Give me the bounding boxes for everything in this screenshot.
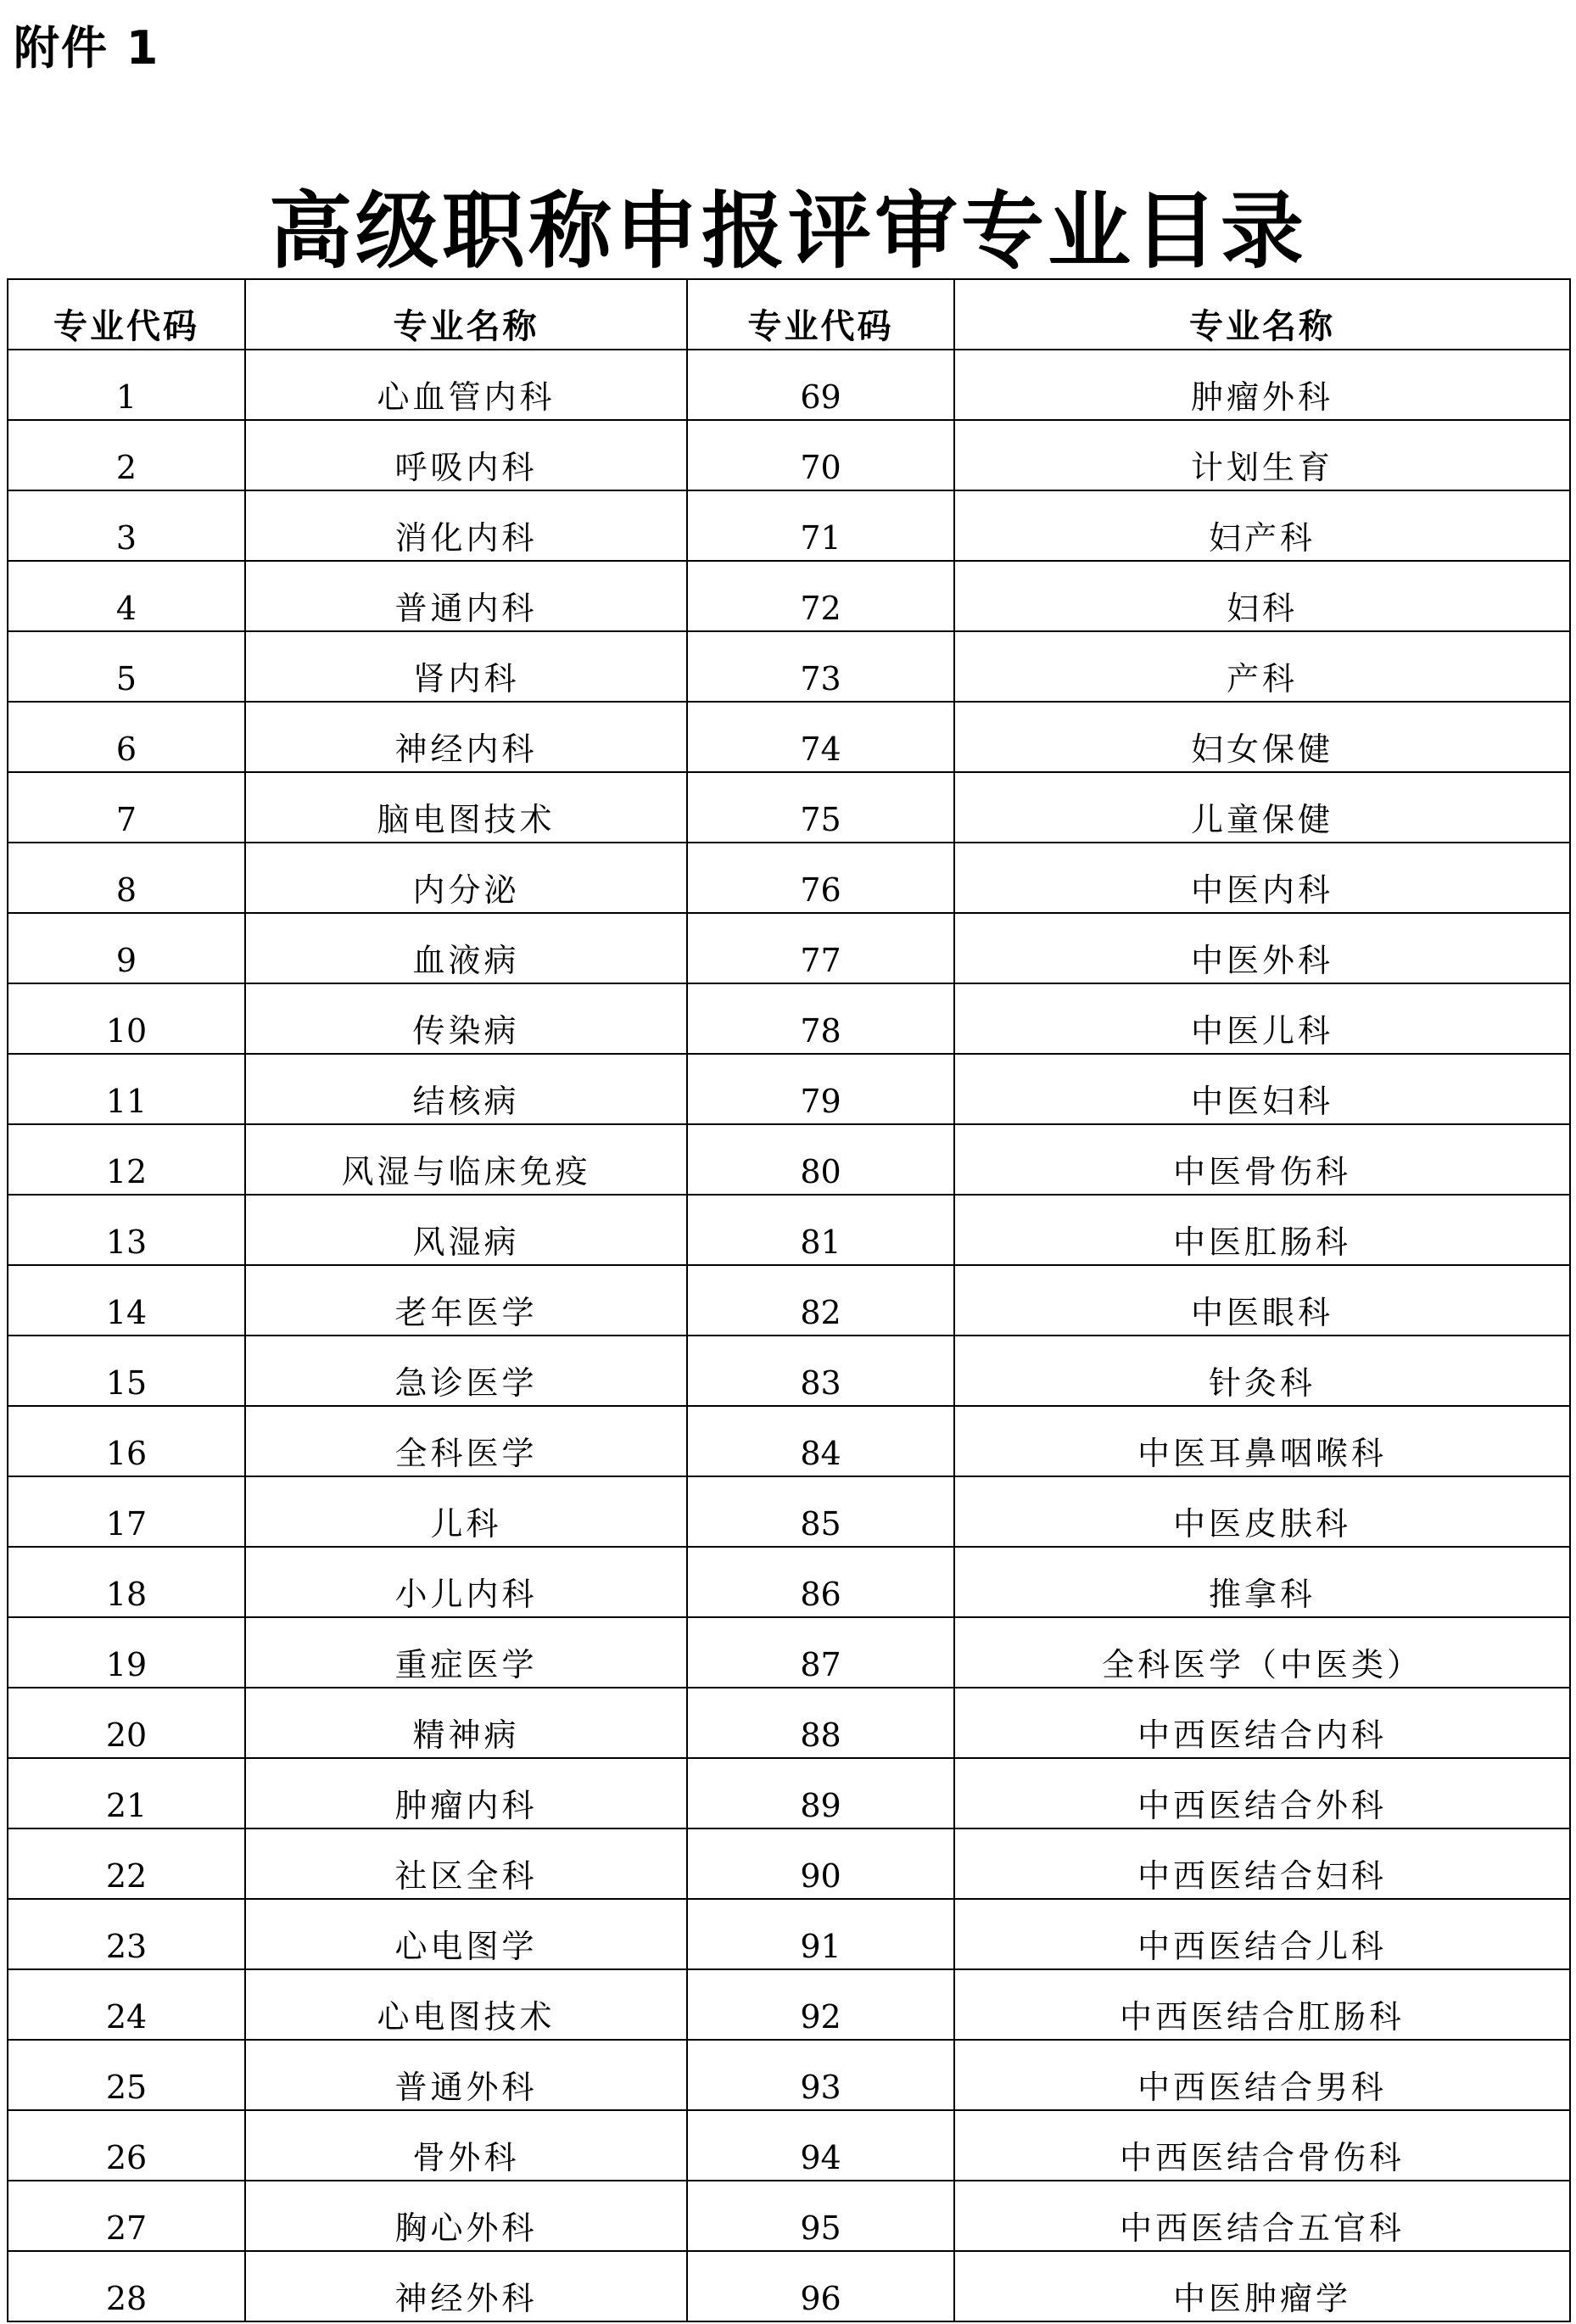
cell-code-left: 28 [8, 2251, 245, 2321]
cell-code-right: 91 [687, 1899, 954, 1969]
cell-name-right: 中西医结合肛肠科 [954, 1969, 1570, 2040]
cell-name-left: 脑电图技术 [245, 772, 687, 843]
cell-code-left: 13 [8, 1195, 245, 1265]
cell-code-right: 79 [687, 1054, 954, 1124]
cell-name-left: 重症医学 [245, 1617, 687, 1688]
cell-code-left: 17 [8, 1476, 245, 1547]
cell-code-right: 90 [687, 1828, 954, 1899]
table-row [8, 2181, 1570, 2251]
cell-name-right: 中医肿瘤学 [954, 2251, 1570, 2321]
cell-name-right: 中西医结合内科 [954, 1688, 1570, 1758]
cell-name-left: 心血管内科 [245, 350, 687, 420]
cell-name-left: 结核病 [245, 1054, 687, 1124]
table-row [8, 1547, 1570, 1617]
cell-name-left: 肾内科 [245, 631, 687, 702]
cell-name-left: 内分泌 [245, 843, 687, 913]
cell-name-right: 中西医结合外科 [954, 1758, 1570, 1828]
cell-code-left: 27 [8, 2181, 245, 2251]
cell-name-left: 血液病 [245, 913, 687, 983]
cell-code-right: 83 [687, 1336, 954, 1406]
cell-name-right: 推拿科 [954, 1547, 1570, 1617]
cell-name-right: 全科医学（中医类） [954, 1617, 1570, 1688]
cell-code-right: 78 [687, 983, 954, 1054]
cell-code-left: 10 [8, 983, 245, 1054]
cell-code-right: 89 [687, 1758, 954, 1828]
cell-code-right: 94 [687, 2110, 954, 2181]
table-row [8, 1688, 1570, 1758]
cell-name-right: 妇科 [954, 561, 1570, 631]
cell-code-left: 22 [8, 1828, 245, 1899]
cell-code-left: 4 [8, 561, 245, 631]
cell-code-left: 7 [8, 772, 245, 843]
cell-code-left: 23 [8, 1899, 245, 1969]
cell-name-left: 呼吸内科 [245, 420, 687, 490]
cell-name-left: 全科医学 [245, 1406, 687, 1476]
cell-name-left: 肿瘤内科 [245, 1758, 687, 1828]
table-row [8, 2110, 1570, 2181]
cell-name-left: 普通外科 [245, 2040, 687, 2110]
header-code-left: 专业代码 [8, 279, 245, 350]
cell-name-left: 心电图学 [245, 1899, 687, 1969]
cell-name-right: 妇女保健 [954, 702, 1570, 772]
cell-name-right: 儿童保健 [954, 772, 1570, 843]
cell-name-left: 普通内科 [245, 561, 687, 631]
cell-code-right: 73 [687, 631, 954, 702]
table-row [8, 1758, 1570, 1828]
cell-code-right: 77 [687, 913, 954, 983]
cell-name-left: 小儿内科 [245, 1547, 687, 1617]
cell-code-left: 25 [8, 2040, 245, 2110]
cell-code-right: 85 [687, 1476, 954, 1547]
cell-name-left: 儿科 [245, 1476, 687, 1547]
cell-name-left: 心电图技术 [245, 1969, 687, 2040]
cell-code-right: 80 [687, 1124, 954, 1195]
cell-name-right: 针灸科 [954, 1336, 1570, 1406]
table-row [8, 1124, 1570, 1195]
cell-name-right: 中医妇科 [954, 1054, 1570, 1124]
cell-code-right: 93 [687, 2040, 954, 2110]
cell-code-right: 84 [687, 1406, 954, 1476]
cell-name-right: 中西医结合儿科 [954, 1899, 1570, 1969]
cell-code-left: 6 [8, 702, 245, 772]
cell-code-right: 70 [687, 420, 954, 490]
cell-name-right: 中医外科 [954, 913, 1570, 983]
cell-name-right: 中医皮肤科 [954, 1476, 1570, 1547]
cell-code-left: 20 [8, 1688, 245, 1758]
cell-name-left: 神经外科 [245, 2251, 687, 2321]
cell-name-right: 中医内科 [954, 843, 1570, 913]
cell-name-left: 胸心外科 [245, 2181, 687, 2251]
cell-name-right: 计划生育 [954, 420, 1570, 490]
table-row [8, 1969, 1570, 2040]
cell-code-left: 15 [8, 1336, 245, 1406]
table-row [8, 1476, 1570, 1547]
cell-code-right: 82 [687, 1265, 954, 1336]
cell-code-left: 5 [8, 631, 245, 702]
table-row [8, 561, 1570, 631]
table-row [8, 913, 1570, 983]
cell-code-left: 8 [8, 843, 245, 913]
cell-name-right: 肿瘤外科 [954, 350, 1570, 420]
cell-name-right: 中西医结合男科 [954, 2040, 1570, 2110]
table-row [8, 2040, 1570, 2110]
cell-code-right: 76 [687, 843, 954, 913]
cell-code-left: 24 [8, 1969, 245, 2040]
cell-name-left: 急诊医学 [245, 1336, 687, 1406]
cell-code-right: 72 [687, 561, 954, 631]
cell-code-right: 96 [687, 2251, 954, 2321]
cell-name-right: 中医肛肠科 [954, 1195, 1570, 1265]
cell-code-right: 86 [687, 1547, 954, 1617]
cell-name-right: 中医骨伤科 [954, 1124, 1570, 1195]
cell-code-left: 18 [8, 1547, 245, 1617]
table-row [8, 1899, 1570, 1969]
cell-name-right: 中医儿科 [954, 983, 1570, 1054]
table-row [8, 843, 1570, 913]
cell-code-right: 81 [687, 1195, 954, 1265]
cell-name-left: 消化内科 [245, 490, 687, 561]
cell-code-right: 74 [687, 702, 954, 772]
cell-code-left: 3 [8, 490, 245, 561]
cell-code-right: 95 [687, 2181, 954, 2251]
cell-name-left: 神经内科 [245, 702, 687, 772]
cell-code-left: 16 [8, 1406, 245, 1476]
table-row [8, 702, 1570, 772]
table-header-row [8, 279, 1570, 350]
cell-code-right: 69 [687, 350, 954, 420]
table-row [8, 1406, 1570, 1476]
table-row [8, 772, 1570, 843]
table-row [8, 983, 1570, 1054]
table-row [8, 1265, 1570, 1336]
cell-name-left: 社区全科 [245, 1828, 687, 1899]
table-row [8, 1195, 1570, 1265]
table-row [8, 1336, 1570, 1406]
cell-code-left: 19 [8, 1617, 245, 1688]
table-row [8, 631, 1570, 702]
cell-name-left: 骨外科 [245, 2110, 687, 2181]
cell-code-left: 21 [8, 1758, 245, 1828]
cell-code-left: 26 [8, 2110, 245, 2181]
table-row [8, 1617, 1570, 1688]
cell-name-right: 产科 [954, 631, 1570, 702]
cell-name-left: 传染病 [245, 983, 687, 1054]
table-row [8, 1828, 1570, 1899]
cell-name-right: 中西医结合五官科 [954, 2181, 1570, 2251]
cell-name-right: 妇产科 [954, 490, 1570, 561]
cell-code-left: 1 [8, 350, 245, 420]
cell-name-left: 老年医学 [245, 1265, 687, 1336]
cell-name-left: 风湿病 [245, 1195, 687, 1265]
cell-name-left: 风湿与临床免疫 [245, 1124, 687, 1195]
table-row [8, 420, 1570, 490]
table-body [8, 350, 1570, 2321]
header-code-right: 专业代码 [687, 279, 954, 350]
cell-code-right: 87 [687, 1617, 954, 1688]
cell-code-left: 12 [8, 1124, 245, 1195]
document-title: 高级职称申报评审专业目录 [268, 182, 1307, 280]
cell-name-left: 精神病 [245, 1688, 687, 1758]
table-row [8, 490, 1570, 561]
cell-code-right: 71 [687, 490, 954, 561]
header-name-left: 专业名称 [245, 279, 687, 350]
cell-name-right: 中医眼科 [954, 1265, 1570, 1336]
table-row [8, 350, 1570, 420]
cell-name-right: 中医耳鼻咽喉科 [954, 1406, 1570, 1476]
table-row [8, 1054, 1570, 1124]
specialty-catalog-table [7, 278, 1571, 2322]
table-row [8, 2251, 1570, 2321]
cell-code-right: 92 [687, 1969, 954, 2040]
cell-code-left: 14 [8, 1265, 245, 1336]
cell-code-left: 2 [8, 420, 245, 490]
cell-name-right: 中西医结合骨伤科 [954, 2110, 1570, 2181]
cell-code-right: 75 [687, 772, 954, 843]
cell-code-right: 88 [687, 1688, 954, 1758]
attachment-label: 附件 1 [14, 21, 160, 75]
specialty-catalog-table-container [7, 278, 1569, 2322]
cell-name-right: 中西医结合妇科 [954, 1828, 1570, 1899]
cell-code-left: 11 [8, 1054, 245, 1124]
cell-code-left: 9 [8, 913, 245, 983]
header-name-right: 专业名称 [954, 279, 1570, 350]
